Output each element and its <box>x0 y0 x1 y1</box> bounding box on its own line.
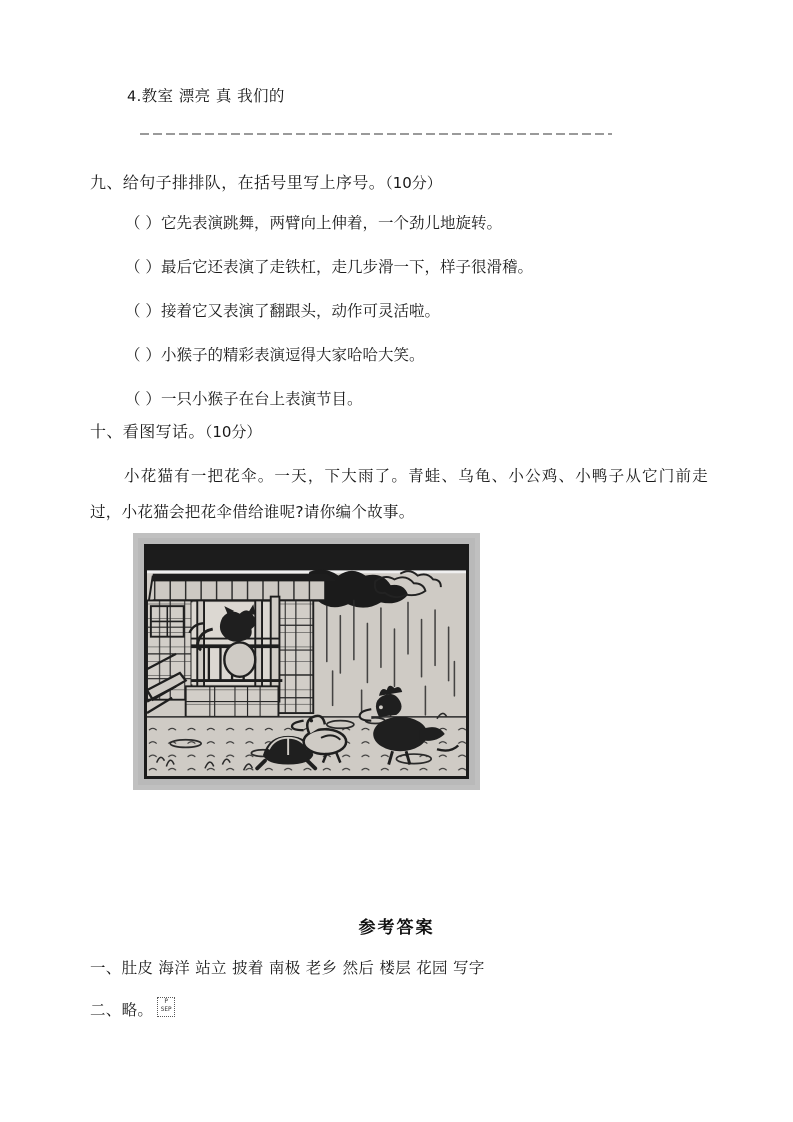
item-words: 教室 漂亮 真 我们的 <box>141 87 285 105</box>
item-number: 4. <box>127 89 142 105</box>
section-ten-heading <box>90 419 261 442</box>
ordering-bracket[interactable]: （ ） <box>125 258 161 276</box>
answer-write-line <box>140 133 612 135</box>
ordering-bracket[interactable]: （ ） <box>125 214 161 232</box>
rainy-day-scene-drawing <box>147 547 466 776</box>
section-nine-points: （10分） <box>385 174 442 192</box>
ordering-item-text: 最后它还表演了走铁杠，走几步滑一下，样子很滑稽。 <box>160 258 533 276</box>
section-nine-heading <box>90 170 442 193</box>
previous-exercise-item-4 <box>127 84 285 106</box>
ctrl-glyph-bottom: SEP <box>160 1006 172 1013</box>
answer-key-line-two-text: 二、略。 <box>90 1001 154 1019</box>
ordering-bracket[interactable]: （ ） <box>125 302 161 320</box>
ordering-item-text: 它先表演跳舞，两臂向上伸着，一个劲儿地旋转。 <box>160 214 502 232</box>
ctrl-glyph-top: P <box>164 998 169 1005</box>
answer-key-line-two <box>90 997 175 1020</box>
ordering-item <box>125 387 362 409</box>
ordering-item-text: 一只小猴子在台上表演节目。 <box>160 390 363 408</box>
section-ten-title: 十、看图写话。 <box>90 422 205 441</box>
illustration-frame <box>133 533 480 790</box>
illustration-image <box>144 544 469 779</box>
ordering-item <box>125 299 440 321</box>
ordering-item <box>125 343 424 365</box>
section-nine-title: 九、给句子排排队，在括号里写上序号。 <box>90 173 386 192</box>
writing-prompt-text: 小花猫有一把花伞。一天，下大雨了。青蛙、乌龟、小公鸡、小鸭子从它门前走过，小花猫会把花伞借给谁呢?请你编个故事。 <box>90 467 708 521</box>
section-ten-points: （10分） <box>204 423 262 441</box>
answer-key-title: 参考答案 <box>358 918 435 938</box>
ordering-item <box>125 211 502 233</box>
ordering-item-text: 小猴子的精彩表演逗得大家哈哈大笑。 <box>160 346 425 364</box>
ordering-item <box>125 255 533 277</box>
ordering-item-text: 接着它又表演了翻跟头，动作可灵活啦。 <box>160 302 440 320</box>
answer-key-line: 一、肚皮 海洋 站立 披着 南极 老乡 然后 楼层 花园 写字 <box>90 959 485 977</box>
paragraph-separator-glyph <box>157 997 175 1017</box>
ordering-bracket[interactable]: （ ） <box>125 346 161 364</box>
ordering-bracket[interactable]: （ ） <box>125 390 161 408</box>
